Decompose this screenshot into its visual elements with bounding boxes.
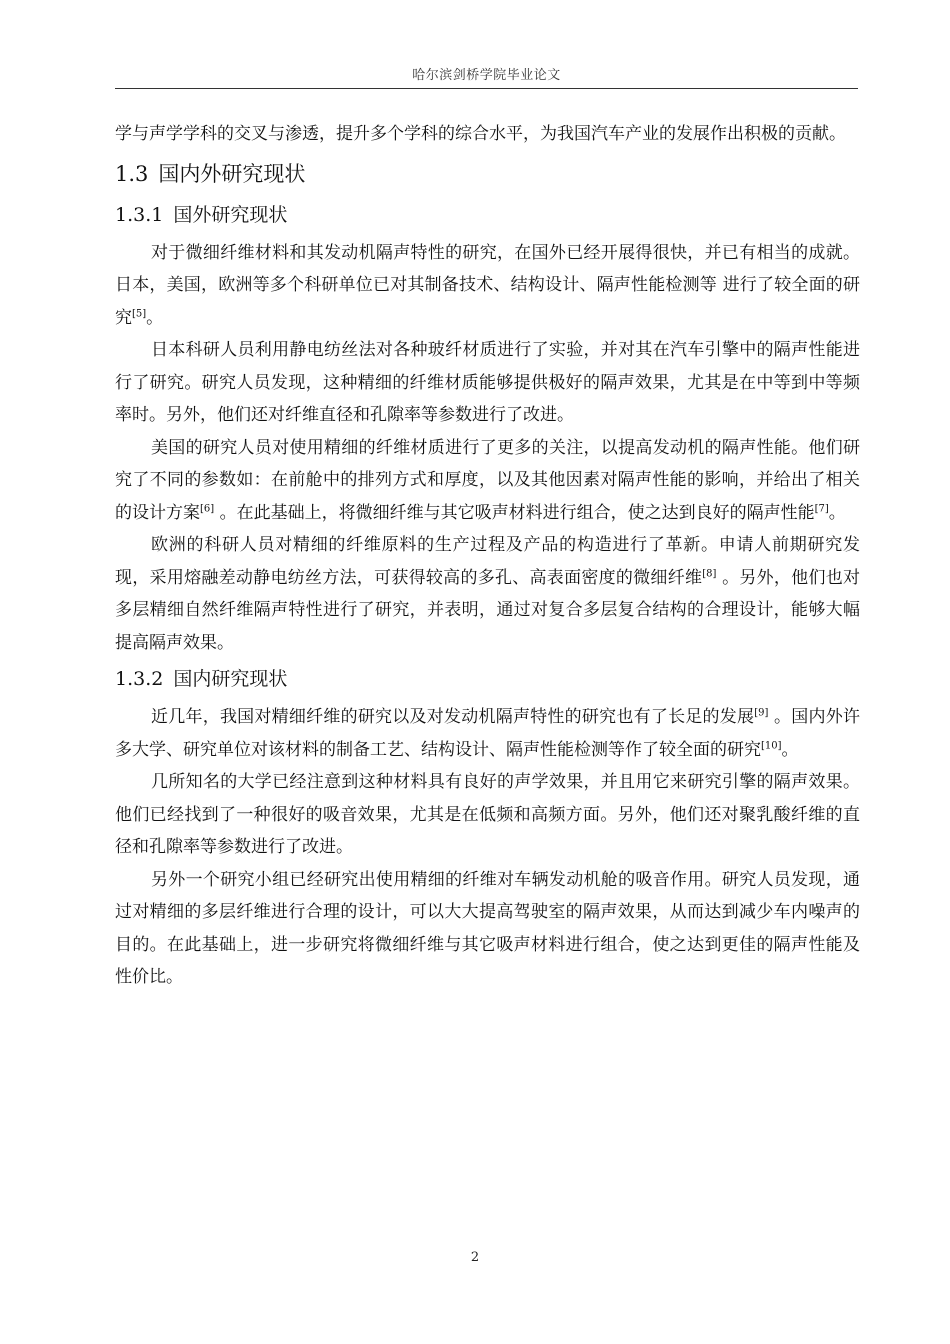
citation-ref: [10] [761,739,782,751]
paragraph-text: 。 [781,739,799,760]
citation-ref: [9] [754,707,769,719]
header-divider [115,88,858,89]
paragraph-text: 另外一个研究小组已经研究出使用精细的纤维对车辆发动机舱的吸音作用。研究人员发现，通过对精细的多层纤维进行合理的设计，可以大大提高驾驶室的隔声效果，从而达到减少车内噪声的目的。在此基础上，进一步研究将微细纤维与其它吸声材料进行组合，使之达到更佳的隔声性能及性价比。 [115,869,860,987]
intro-paragraph-tail: 学与声学学科的交叉与渗透，提升多个学科的综合水平，为我国汽车产业的发展作出积极的贡献。 [115,124,846,144]
paragraph-usa [115,432,860,530]
subsection-heading-foreign [115,199,860,231]
paragraph-text: 几所知名的大学已经注意到这种材料具有良好的声学效果，并且用它来研究引擎的隔声效果。他们已经找到了一种很好的吸音效果，尤其是在低频和高频方面。另外，他们还对聚乳酸纤维的直径和孔隙率等参数进行了改进。 [115,772,860,857]
paragraph-text: 。在此基础上，将微细纤维与其它吸声材料进行组合，使之达到良好的隔声性能 [214,502,815,523]
paragraph-text: 。另外，他们也对多层精细自然纤维隔声特性进行了研究，并表明，通过对复合多层复合结构的合理设计，能够大幅提高隔声效果。 [115,567,861,653]
paragraph-europe [115,529,860,659]
paragraph-japan [115,334,860,432]
paragraph-domestic-overview [115,701,860,766]
paragraph-text: 。 [828,502,846,523]
paragraph-universities [115,766,860,864]
running-header: 哈尔滨剑桥学院毕业论文 [412,68,561,83]
section-title: 国内外研究现状 [158,161,306,186]
subsection-title: 国外研究现状 [173,203,288,226]
subsection-number: 1.3.2 [115,668,164,690]
paragraph-research-group [115,864,860,994]
subsection-number: 1.3.1 [115,203,164,226]
section-number: 1.3 [115,161,149,186]
paragraph-text: 欧洲的科研人员对精细的纤维原料的生产过程及产品的构造进行了革新。申请人前期研究发现，采用熔融差动静电纺丝方法，可获得较高的多孔、高表面密度的微细纤维 [115,535,860,588]
section-heading [115,157,860,191]
paragraph-foreign-overview [115,237,860,335]
citation-ref: [8] [702,567,717,579]
citation-ref: [5] [132,307,147,319]
citation-ref: [7] [814,502,829,514]
page-number: 2 [470,1250,480,1265]
paragraph-text: 。 [146,307,164,328]
paragraph-text: 美国的研究人员对使用精细的纤维材质进行了更多的关注，以提高发动机的隔声性能。他们研究了不同的参数如：在前舱中的排列方式和厚度，以及其他因素对隔声性能的影响，并给出了相关的设计方案 [115,437,860,523]
paragraph-text: 日本科研人员利用静电纺丝法对各种玻纤材质进行了实验，并对其在汽车引擎中的隔声性能进行了研究。研究人员发现，这种精细的纤维材质能够提供极好的隔声效果，尤其是在中等到中等频率时。另外，他们还对纤维直径和孔隙率等参数进行了改进。 [115,340,860,425]
paragraph-text: 近几年，我国对精细纤维的研究以及对发动机隔声特性的研究也有了长足的发展 [151,707,755,727]
subsection-title: 国内研究现状 [173,668,288,690]
document-body [115,118,860,994]
citation-ref: [6] [200,502,215,514]
paragraph-text: 。国内外许多大学、研究单位对该材料的制备工艺、结构设计、隔声性能检测等作了较全面的研究 [115,707,861,760]
paragraph-text: 对于微细纤维材料和其发动机隔声特性的研究，在国外已经开展得很快，并已有相当的成就。 日本，美国，欧洲等多个科研单位已对其制备技术、结构设计、隔声性能检测等 进行了较全面的研究 [115,242,860,328]
subsection-heading-domestic [115,663,860,695]
